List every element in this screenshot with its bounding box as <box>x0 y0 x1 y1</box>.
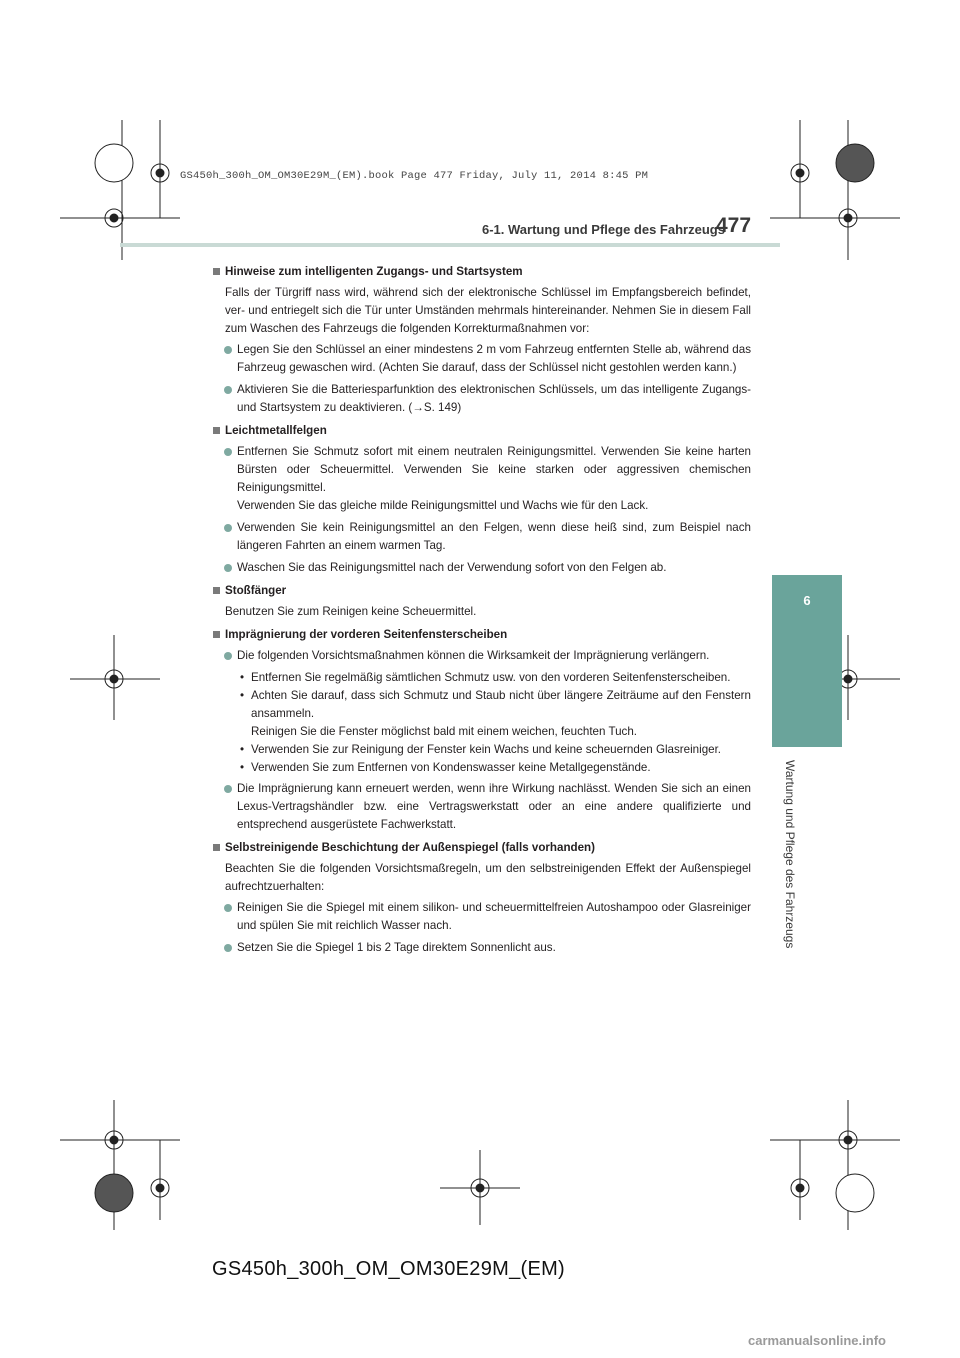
paragraph: Benutzen Sie zum Reinigen keine Scheuermittel. <box>225 605 477 618</box>
list-item: Setzen Sie die Spiegel 1 bis 2 Tage direktem Sonnenlicht aus. <box>213 939 751 957</box>
round-bullet-icon <box>224 564 232 572</box>
document-code: GS450h_300h_OM_OM30E29M_(EM) <box>212 1258 566 1280</box>
list-item: Die folgenden Vorsichtsmaßnahmen können die Wirksamkeit der Imprägnierung verlängern. <box>213 647 751 665</box>
list-item: Die Imprägnierung kann erneuert werden, wenn ihre Wirkung nachlässt. Wenden Sie sich an einen Lexus-Vertragshändler bzw. eine Vertragswerkstatt oder an eine andere qualifizierte und entsprechend ausgerüstete Fachwerkstatt. <box>213 780 751 834</box>
square-bullet-icon <box>213 427 220 434</box>
round-bullet-icon <box>224 346 232 354</box>
chapter-number: 6 <box>803 593 811 608</box>
paragraph: Beachten Sie die folgenden Vorsichtsmaßregeln, um den selbstreinigenden Effekt der Außenspiegel aufrechtzuerhalten: <box>225 862 751 893</box>
square-bullet-icon <box>213 844 220 851</box>
book-reference: GS450h_300h_OM_OM30E29M_(EM).book Page 477 Friday, July 11, 2014 8:45 PM <box>180 170 649 182</box>
section-heading: Stoßfänger <box>213 582 751 600</box>
round-bullet-icon <box>224 386 232 394</box>
round-bullet-icon <box>224 524 232 532</box>
square-bullet-icon <box>213 587 220 594</box>
page-number: 477 <box>716 214 752 237</box>
sub-list-item: • Verwenden Sie zur Reinigung der Fenster kein Wachs und keine scheuernden Glasreiniger. <box>240 743 722 756</box>
chapter-title: Wartung und Pflege des Fahrzeugs <box>783 760 797 949</box>
section-heading: Imprägnierung der vorderen Seitenfensterscheiben <box>213 626 751 644</box>
round-bullet-icon <box>224 944 232 952</box>
section-heading: Selbstreinigende Beschichtung der Außenspiegel (falls vorhanden) <box>213 839 751 857</box>
section-heading: Leichtmetallfelgen <box>213 422 751 440</box>
round-bullet-icon <box>224 448 232 456</box>
header-rule <box>120 243 780 247</box>
round-bullet-icon <box>224 652 232 660</box>
square-bullet-icon <box>213 631 220 638</box>
chapter-title-vertical <box>776 760 804 956</box>
list-item: Verwenden Sie kein Reinigungsmittel an den Felgen, wenn diese heiß sind, zum Beispiel nach längeren Fahrten an einem warmen Tag. <box>213 519 751 555</box>
list-item: Aktivieren Sie die Batteriesparfunktion des elektronischen Schlüssels, um das intelligente Zugangs- und Startsystem zu deaktivieren. (→S. 149) <box>213 381 751 417</box>
round-bullet-icon <box>224 904 232 912</box>
list-item: Entfernen Sie Schmutz sofort mit einem neutralen Reinigungsmittel. Verwenden Sie keine harten Bürsten oder Scheuermittel. Verwenden Sie keine starken oder aggressiven chemischen Reinigungsmittel. Verwenden Sie das gleiche milde Reinigungsmittel und Wachs wie für den Lack. <box>213 443 751 515</box>
round-bullet-icon <box>224 785 232 793</box>
list-item: Legen Sie den Schlüssel an einer mindestens 2 m vom Fahrzeug entfernten Stelle ab, während das Fahrzeug gewaschen wird. (Achten Sie darauf, dass der Schlüssel nicht gestohlen werden kann.) <box>213 341 751 377</box>
paragraph: Falls der Türgriff nass wird, während sich der elektronische Schlüssel im Empfangsbereich befindet, ver- und entriegelt sich die Tür unter Umständen mehrmals hintereinander. Nehmen Sie in diesem Fall zum Waschen des Fahrzeugs die folgenden Korrekturmaßnahmen vor: <box>225 286 751 335</box>
page-content <box>213 258 751 961</box>
section-title: 6-1. Wartung und Pflege des Fahrzeugs <box>482 222 725 237</box>
site-watermark: carmanualsonline.info <box>748 1333 886 1348</box>
square-bullet-icon <box>213 268 220 275</box>
list-item: Waschen Sie das Reinigungsmittel nach der Verwendung sofort von den Felgen ab. <box>213 559 751 577</box>
sub-list-item: • Achten Sie darauf, dass sich Schmutz und Staub nicht über längere Zeiträume auf den Fenstern ansammeln. Reinigen Sie die Fenster möglichst bald mit einem weichen, feuchten Tuch. <box>240 689 751 738</box>
sub-list-item: • Verwenden Sie zum Entfernen von Kondenswasser keine Metallgegenstände. <box>240 761 651 774</box>
list-item: Reinigen Sie die Spiegel mit einem silikon- und scheuermittelfreien Autoshampoo oder Glasreiniger und spülen Sie mit reichlich Wasser nach. <box>213 899 751 935</box>
sub-list-item: • Entfernen Sie regelmäßig sämtlichen Schmutz usw. von den vorderen Seitenfensterscheiben. <box>240 671 731 684</box>
section-heading: Hinweise zum intelligenten Zugangs- und Startsystem <box>213 263 751 281</box>
